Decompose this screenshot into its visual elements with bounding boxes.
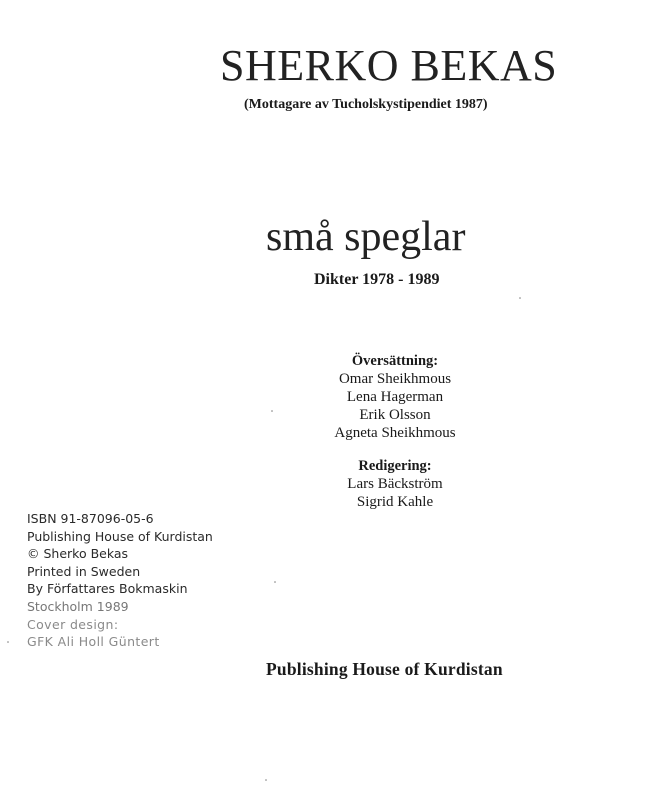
translation-heading: Översättning: [351, 353, 439, 369]
translation-credits [318, 352, 472, 442]
translator-name: Omar Sheikhmous [338, 371, 452, 387]
imprint-copyright: © Sherko Bekas [27, 546, 129, 562]
book-subtitle: Dikter 1978 - 1989 [314, 271, 440, 288]
editing-heading: Redigering: [358, 458, 432, 474]
editor-name: Sigrid Kahle [356, 494, 434, 510]
imprint-block [27, 510, 213, 651]
author-name: SHERKO BEKAS [220, 41, 558, 90]
editor-name: Lars Bäckström [347, 476, 443, 492]
imprint-printer: By Författares Bokmaskin [27, 581, 188, 597]
scan-speck [265, 779, 267, 781]
imprint-cover-heading: Cover design: [27, 616, 119, 632]
imprint-place-year: Stockholm 1989 [27, 598, 129, 614]
book-title: små speglar [266, 214, 466, 260]
editing-credits [318, 457, 472, 511]
publisher-name: Publishing House of Kurdistan [266, 659, 503, 679]
scan-speck [271, 410, 273, 412]
scan-speck [274, 581, 276, 583]
translator-name: Agneta Sheikhmous [334, 425, 456, 441]
translator-name: Erik Olsson [359, 407, 431, 423]
scan-speck [519, 297, 521, 299]
imprint-cover-designer: GFK Ali Holl Güntert [27, 634, 160, 650]
imprint-isbn: ISBN 91-87096-05-6 [27, 511, 154, 526]
scan-speck [7, 641, 9, 643]
imprint-printed: Printed in Sweden [27, 563, 141, 579]
imprint-publisher: Publishing House of Kurdistan [27, 528, 213, 544]
author-award-note: (Mottagare av Tucholskystipendiet 1987) [244, 97, 488, 112]
translator-name: Lena Hagerman [346, 389, 444, 405]
